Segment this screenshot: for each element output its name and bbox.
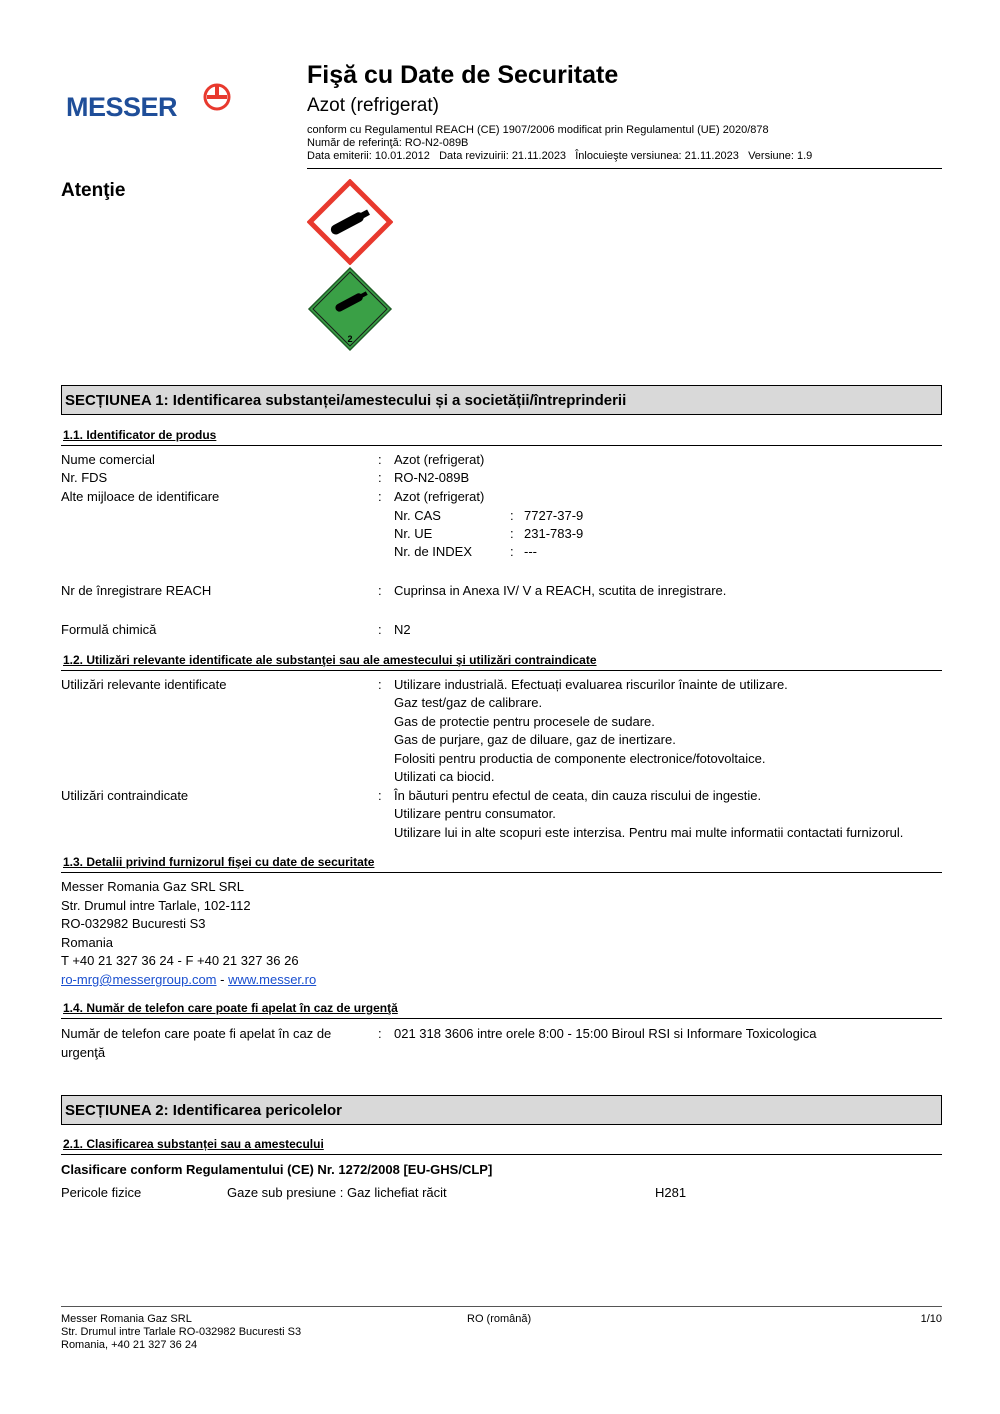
messer-logo (66, 92, 236, 126)
hazard-description: Gaze sub presiune : Gaz lichefiat răcit (227, 1185, 447, 1200)
colon: : (378, 470, 382, 485)
ec-label: Nr. UE (394, 526, 433, 541)
cas-label: Nr. CAS (394, 508, 441, 523)
emergency-phone-label-line2: urgenţă (61, 1045, 106, 1060)
gas-cylinder-icon (307, 179, 393, 265)
classification-title: Clasificare conform Regulamentului (CE) Nr. 1272/2008 [EU-GHS/CLP] (61, 1162, 493, 1177)
link-separator: - (216, 972, 229, 987)
document-title: Fişă cu Date de Securitate (307, 61, 619, 89)
reach-label: Nr de înregistrare REACH (61, 583, 212, 598)
cas-value: 7727-37-9 (524, 508, 584, 523)
colon: : (378, 788, 382, 803)
subsection-1-4-title: 1.4. Număr de telefon care poate fi apelat în caz de urgenţă (63, 1001, 398, 1015)
footer-address: Str. Drumul intre Tarlale RO-032982 Bucuresti S3 (61, 1326, 302, 1338)
subsection-1-1-rule (61, 445, 942, 446)
product-name: Azot (refrigerat) (307, 95, 439, 116)
trade-name-label: Nume comercial (61, 452, 155, 467)
supplier-email-link[interactable]: ro-mrg@messergroup.com (61, 972, 217, 987)
identified-use-6: Utilizati ca biocid. (394, 769, 495, 784)
signal-word: Atenţie (61, 180, 126, 201)
section-1-header (61, 385, 942, 415)
identified-use-1: Utilizare industrială. Efectuați evaluarea riscurilor înainte de utilizare. (394, 677, 788, 692)
regulation-line: conform cu Regulamentul REACH (CE) 1907/2006 modificat prin Regulamentul (UE) 2020/878 (307, 124, 769, 136)
contra-use-1: În băuturi pentru efectul de ceata, din cauza riscului de ingestie. (394, 788, 762, 803)
subsection-2-1-rule (61, 1154, 942, 1155)
section-2-header (61, 1095, 942, 1125)
hazard-code: H281 (655, 1185, 687, 1200)
supplier-website-link[interactable]: www.messer.ro (228, 972, 317, 987)
subsection-1-3-rule (61, 872, 942, 873)
class-2-gas-icon (307, 266, 393, 352)
identified-use-2: Gaz test/gaz de calibrare. (394, 695, 543, 710)
footer-company: Messer Romania Gaz SRL (61, 1313, 192, 1325)
colon: : (510, 508, 514, 523)
supplier-contact-links (61, 971, 316, 989)
colon: : (510, 544, 514, 559)
adr-class-number: 2 (347, 334, 353, 344)
reference-number: Număr de referinţă: RO-N2-089B (307, 137, 469, 149)
subsection-1-2-title: 1.2. Utilizări relevante identificate ale substanţei sau ale amestecului şi utilizări contraindicate (63, 653, 597, 667)
emergency-phone-value: 021 318 3606 intre orele 8:00 - 15:00 Biroul RSI si Informare Toxicologica (394, 1026, 817, 1041)
identified-use-4: Gas de purjare, gaz de diluare, gaz de inertizare. (394, 732, 676, 747)
subsection-2-1-title: 2.1. Clasificarea substanței sau a amestecului (63, 1137, 324, 1151)
identified-use-5: Folositi pentru productia de componente electronice/fotovoltaice. (394, 751, 766, 766)
header-divider (307, 168, 942, 169)
formula-label: Formulă chimică (61, 622, 157, 637)
supplier-street: Str. Drumul intre Tarlale, 102-112 (61, 898, 251, 913)
footer-contact: Romania, +40 21 327 36 24 (61, 1339, 198, 1351)
messer-logo-icon (202, 82, 232, 112)
colon: : (378, 622, 382, 637)
contra-uses-label: Utilizări contraindicate (61, 788, 189, 803)
formula-value: N2 (394, 622, 411, 637)
subsection-1-4-rule (61, 1018, 942, 1019)
colon: : (510, 526, 514, 541)
footer-language: RO (română) (467, 1313, 532, 1325)
index-value: --- (524, 544, 537, 559)
emergency-phone-label-line1: Număr de telefon care poate fi apelat în caz de (61, 1026, 332, 1041)
subsection-1-2-rule (61, 670, 942, 671)
colon: : (378, 489, 382, 504)
ec-value: 231-783-9 (524, 526, 584, 541)
dates-line: Data emiterii: 10.01.2012 Data revizuirii: 21.11.2023 Înlocuieşte versiunea: 21.11.2023 Versiune: 1.9 (307, 150, 813, 162)
colon: : (378, 677, 382, 692)
supplier-phone-fax: T +40 21 327 36 24 - F +40 21 327 36 26 (61, 953, 299, 968)
other-identifiers-label: Alte mijloace de identificare (61, 489, 220, 504)
colon: : (378, 583, 382, 598)
index-label: Nr. de INDEX (394, 544, 473, 559)
contra-use-2: Utilizare pentru consumator. (394, 806, 556, 821)
footer-divider (61, 1306, 942, 1307)
supplier-country: Romania (61, 935, 114, 950)
subsection-1-3-title: 1.3. Detalii privind furnizorul fişei cu date de securitate (63, 855, 375, 869)
contra-use-3: Utilizare lui in alte scopuri este interzisa. Pentru mai multe informatii contactati furnizorul. (394, 825, 904, 840)
footer-page-number: 1/10 (920, 1313, 942, 1325)
logo-text: MESSER (66, 92, 178, 122)
reach-value: Cuprinsa in Anexa IV/ V a REACH, scutita de inregistrare. (394, 583, 727, 598)
sds-number-value: RO-N2-089B (394, 470, 470, 485)
section-1-title: SECȚIUNEA 1: Identificarea substanței/amestecului și a societății/întreprinderii (65, 392, 627, 409)
section-2-title: SECȚIUNEA 2: Identificarea pericolelor (65, 1102, 343, 1119)
trade-name-value: Azot (refrigerat) (394, 452, 485, 467)
colon: : (378, 1026, 382, 1041)
subsection-1-1-title: 1.1. Identificator de produs (63, 428, 217, 442)
identified-uses-label: Utilizări relevante identificate (61, 677, 227, 692)
sds-number-label: Nr. FDS (61, 470, 108, 485)
other-identifiers-value: Azot (refrigerat) (394, 489, 485, 504)
identified-use-3: Gas de protectie pentru procesele de sudare. (394, 714, 655, 729)
supplier-city: RO-032982 Bucuresti S3 (61, 916, 206, 931)
supplier-name: Messer Romania Gaz SRL SRL (61, 879, 245, 894)
colon: : (378, 452, 382, 467)
hazard-category: Pericole fizice (61, 1185, 142, 1200)
